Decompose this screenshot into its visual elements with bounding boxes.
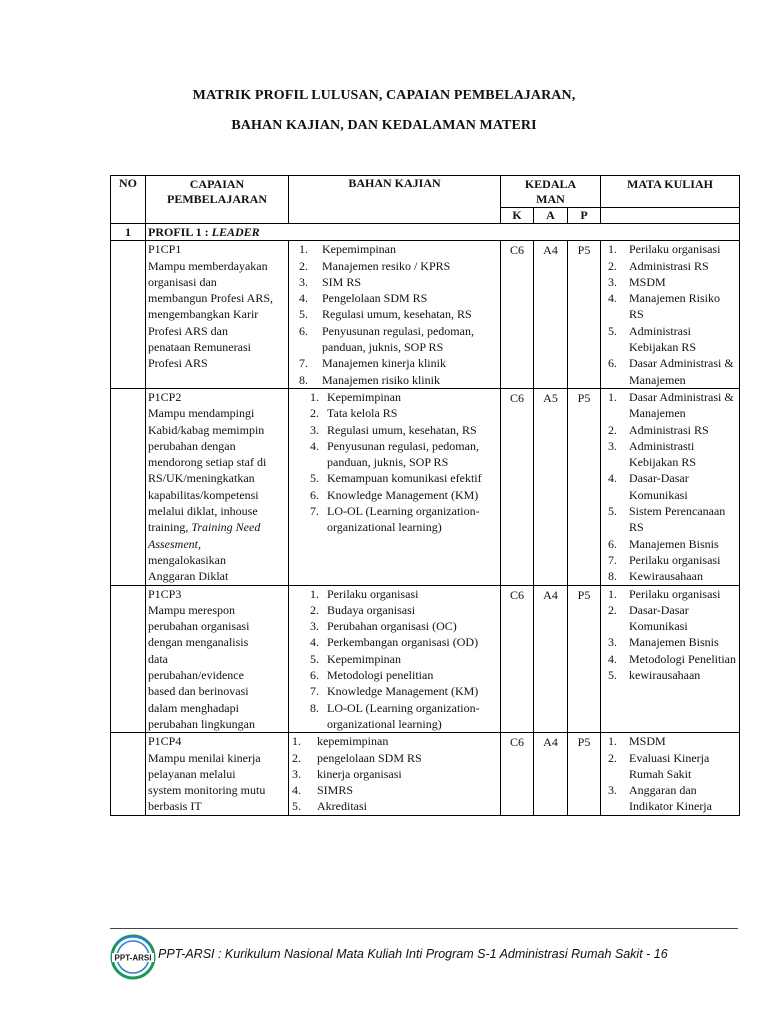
list-item — [291, 290, 498, 306]
list-text: Kepemimpinan — [327, 651, 401, 666]
cp-code: P1CP3 — [148, 586, 182, 601]
list-number: 1. — [292, 734, 301, 749]
list-text: LO-OL (Learning organization-organizational learning) — [327, 700, 480, 731]
list-text: Manajemen Bisnis — [629, 536, 719, 551]
list-number: 3. — [608, 438, 617, 453]
p-level: P5 — [568, 388, 601, 585]
list-item — [603, 568, 737, 584]
list-item — [603, 536, 737, 552]
list-text: Knowledge Management (KM) — [327, 684, 479, 699]
list-item — [603, 782, 737, 815]
table-row — [111, 733, 740, 815]
list-number: 8. — [608, 569, 617, 584]
profile-number: 1 — [111, 224, 146, 241]
mata-kuliah-cell — [601, 733, 740, 815]
list-item — [291, 503, 498, 536]
list-number: 7. — [299, 356, 308, 371]
cp-code: P1CP2 — [148, 389, 182, 404]
logo-text: PPT-ARSI — [114, 953, 152, 963]
list-number: 2. — [608, 750, 617, 765]
list-text: Manajemen risiko klinik — [322, 372, 440, 387]
list-item — [603, 389, 737, 422]
matrix-table — [110, 175, 740, 816]
row-no-cell — [111, 585, 146, 733]
table-row — [111, 241, 740, 389]
list-number: 3. — [310, 619, 319, 634]
list-text: Administrasti Kebijakan RS — [629, 438, 696, 470]
a-level: A4 — [534, 241, 568, 389]
list-text: Regulasi umum, kesehatan, RS — [327, 422, 477, 437]
list-number: 3. — [608, 635, 617, 650]
list-text: kinerja organisasi — [317, 766, 402, 781]
list-number: 7. — [310, 504, 319, 519]
list-item — [291, 651, 498, 667]
list-text: Administrasi RS — [629, 258, 709, 273]
k-level: C6 — [501, 388, 534, 585]
header-k: K — [501, 208, 534, 224]
header-row-1 — [111, 176, 740, 208]
cp-code: P1CP4 — [148, 734, 182, 749]
list-number: 3. — [292, 766, 301, 781]
table-row — [111, 388, 740, 585]
header-mata-kuliah: MATA KULIAH — [601, 176, 740, 208]
list-text: MSDM — [629, 734, 666, 749]
list-number: 2. — [299, 258, 308, 273]
list-number: 5. — [292, 799, 301, 814]
list-item — [291, 634, 498, 650]
list-number: 5. — [299, 307, 308, 322]
list-number: 4. — [608, 291, 617, 306]
list-item — [291, 733, 498, 749]
bahan-kajian-cell — [289, 388, 501, 585]
a-level: A4 — [534, 733, 568, 815]
list-number: 1. — [310, 586, 319, 601]
list-number: 2. — [608, 422, 617, 437]
header-a: A — [534, 208, 568, 224]
bahan-list — [291, 389, 498, 536]
list-number: 4. — [310, 635, 319, 650]
list-item — [291, 470, 498, 486]
list-text: Perubahan organisasi (OC) — [327, 619, 457, 634]
list-text: Perilaku organisasi — [327, 586, 419, 601]
list-item — [603, 602, 737, 635]
list-item — [603, 438, 737, 471]
list-item — [291, 274, 498, 290]
header-empty — [601, 208, 740, 224]
profile-name: LEADER — [211, 225, 260, 239]
list-item — [291, 306, 498, 322]
list-number: 1. — [608, 586, 617, 601]
list-text: Akreditasi — [317, 799, 367, 814]
list-item — [603, 586, 737, 602]
cp-description: Mampu merespon perubahan organisasi dengan menganalisis data perubahan/evidence based dan berinovasi dalam menghadapi perubahan lingkungan — [148, 602, 255, 731]
mata-kuliah-cell — [601, 585, 740, 733]
list-text: SIM RS — [322, 274, 362, 289]
list-number: 1. — [310, 389, 319, 404]
list-number: 5. — [310, 651, 319, 666]
list-item — [603, 733, 737, 749]
list-item — [291, 355, 498, 371]
cp-description: Mampu menilai kinerja pelayanan melalui system monitoring mutu berbasis IT — [148, 750, 266, 814]
list-text: Administrasi RS — [629, 422, 709, 437]
list-text: Kepemimpinan — [322, 242, 396, 257]
list-number: 4. — [299, 291, 308, 306]
list-text: kepemimpinan — [317, 734, 389, 749]
profile-row — [111, 224, 740, 241]
p-level: P5 — [568, 241, 601, 389]
header-bahan-kajian: BAHAN KAJIAN — [289, 176, 501, 224]
list-text: Pengelolaan SDM RS — [322, 291, 428, 306]
list-number: 2. — [608, 602, 617, 617]
list-item — [291, 487, 498, 503]
list-text: Kepemimpinan — [327, 389, 401, 404]
list-text: Tata kelola RS — [327, 406, 398, 421]
row-no-cell — [111, 241, 146, 389]
header-no: NO — [111, 176, 146, 224]
list-number: 8. — [299, 372, 308, 387]
list-number: 3. — [310, 422, 319, 437]
list-item — [291, 241, 498, 257]
list-number: 5. — [608, 323, 617, 338]
cp-description: Mampu memberdayakan organisasi dan membangun Profesi ARS, mengembangkan Karir Profesi ARS dan penataan Remunerasi Profesi ARS — [148, 258, 273, 371]
list-item — [291, 602, 498, 618]
list-text: Perilaku organisasi — [629, 242, 721, 257]
list-text: Manajemen resiko / KPRS — [322, 258, 451, 273]
list-item — [603, 323, 737, 356]
list-item — [603, 634, 737, 650]
list-number: 3. — [608, 274, 617, 289]
list-item — [291, 258, 498, 274]
list-number: 7. — [608, 552, 617, 567]
list-item — [603, 355, 737, 388]
document-title-line2: BAHAN KAJIAN, DAN KEDALAMAN MATERI — [231, 118, 537, 133]
list-item — [291, 798, 498, 814]
list-text: Kemampuan komunikasi efektif — [327, 471, 482, 486]
list-number: 4. — [292, 783, 301, 798]
list-item — [603, 422, 737, 438]
list-number: 7. — [310, 684, 319, 699]
p-level: P5 — [568, 733, 601, 815]
list-text: SIMRS — [317, 783, 354, 798]
cp-code: P1CP1 — [148, 242, 182, 257]
list-text: Budaya organisasi — [327, 602, 416, 617]
list-text: Metodologi Penelitian — [629, 651, 736, 666]
row-no-cell — [111, 388, 146, 585]
list-text: Perilaku organisasi — [629, 586, 721, 601]
list-number: 5. — [310, 471, 319, 486]
cp-desc-italic: Training Need Assesment, — [148, 520, 261, 551]
list-item — [603, 470, 737, 503]
profile-label: PROFIL 1 : — [148, 225, 212, 239]
footer-rule — [110, 928, 738, 929]
list-text: Kewirausahaan — [629, 569, 703, 584]
capaian-cell — [146, 733, 289, 815]
header-p: P — [568, 208, 601, 224]
matkul-list — [603, 389, 737, 585]
list-text: Dasar Administrasi & Manajemen — [629, 356, 734, 387]
list-number: 1. — [608, 734, 617, 749]
list-text: Anggaran dan Indikator Kinerja — [629, 783, 712, 814]
list-number: 8. — [310, 700, 319, 715]
profile-title — [146, 224, 740, 241]
list-item — [291, 700, 498, 733]
ppt-arsi-logo — [108, 932, 158, 982]
list-number: 6. — [608, 356, 617, 371]
list-text: Perkembangan organisasi (OD) — [327, 635, 479, 650]
matkul-list — [603, 733, 737, 814]
list-text: Manajemen Risiko RS — [629, 291, 720, 322]
list-item — [603, 258, 737, 274]
list-number: 4. — [608, 471, 617, 486]
mata-kuliah-cell — [601, 241, 740, 389]
list-number: 6. — [608, 536, 617, 551]
list-item — [291, 667, 498, 683]
row-no-cell — [111, 733, 146, 815]
list-text: Regulasi umum, kesehatan, RS — [322, 307, 472, 322]
table-row — [111, 585, 740, 733]
cp-description — [148, 405, 286, 584]
capaian-cell — [146, 585, 289, 733]
list-number: 5. — [608, 668, 617, 683]
list-item — [291, 389, 498, 405]
list-number: 6. — [310, 487, 319, 502]
bahan-list — [291, 586, 498, 733]
bahan-kajian-cell — [289, 585, 501, 733]
list-text: Penyusunan regulasi, pedoman, panduan, juknis, SOP RS — [322, 323, 474, 355]
list-number: 2. — [608, 258, 617, 273]
list-item — [291, 405, 498, 421]
list-number: 4. — [310, 438, 319, 453]
list-item — [291, 766, 498, 782]
list-number: 1. — [608, 389, 617, 404]
list-number: 1. — [299, 242, 308, 257]
list-text: Evaluasi Kinerja Rumah Sakit — [629, 750, 710, 781]
bahan-list — [291, 733, 498, 814]
capaian-cell — [146, 388, 289, 585]
list-number: 3. — [299, 274, 308, 289]
list-text: Dasar-Dasar Komunikasi — [629, 471, 689, 502]
list-text: Perilaku organisasi — [629, 552, 721, 567]
list-text: Dasar-Dasar Komunikasi — [629, 602, 689, 634]
list-item — [291, 586, 498, 602]
document-title-line1: MATRIK PROFIL LULUSAN, CAPAIAN PEMBELAJARAN, — [192, 88, 576, 103]
list-text: Knowledge Management (KM) — [327, 487, 479, 502]
list-item — [603, 274, 737, 290]
list-item — [291, 438, 498, 471]
list-text: Metodologi penelitian — [327, 668, 434, 683]
footer-text: PPT-ARSI : Kurikulum Nasional Mata Kuliah Inti Program S-1 Administrasi Rumah Sakit - 16 — [158, 947, 668, 961]
bahan-kajian-cell — [289, 241, 501, 389]
list-text: pengelolaan SDM RS — [317, 750, 422, 765]
list-item — [291, 683, 498, 699]
list-item — [291, 422, 498, 438]
header-capaian: CAPAIAN PEMBELAJARAN — [146, 176, 289, 224]
list-text: Manajemen kinerja klinik — [322, 356, 446, 371]
list-number: 4. — [608, 651, 617, 666]
list-item — [291, 782, 498, 798]
list-text: LO-OL (Learning organization-organizational learning) — [327, 504, 480, 535]
list-number: 3. — [608, 783, 617, 798]
k-level: C6 — [501, 585, 534, 733]
list-text: Administrasi Kebijakan RS — [629, 323, 696, 355]
list-item — [603, 651, 737, 667]
list-item — [603, 241, 737, 257]
list-number: 1. — [608, 242, 617, 257]
capaian-cell — [146, 241, 289, 389]
list-item — [291, 323, 498, 356]
header-kedalaman: KEDALA MAN — [501, 176, 601, 208]
list-number: 6. — [299, 323, 308, 338]
list-text: Sistem Perencanaan RS — [629, 504, 726, 535]
list-text: MSDM — [629, 274, 666, 289]
k-level: C6 — [501, 241, 534, 389]
list-item — [603, 552, 737, 568]
list-number: 2. — [310, 602, 319, 617]
list-text: Penyusunan regulasi, pedoman, panduan, juknis, SOP RS — [327, 438, 479, 470]
list-item — [291, 372, 498, 388]
cp-desc-part: Mampu mendampingi Kabid/kabag memimpin perubahan dengan mendorong setiap staf di RS/UK/meningkatkan kapabilitas/kompetensi melalui diklat, inhouse training, — [148, 406, 267, 535]
list-item — [291, 750, 498, 766]
list-item — [603, 290, 737, 323]
mata-kuliah-cell — [601, 388, 740, 585]
list-number: 2. — [292, 750, 301, 765]
list-item — [291, 618, 498, 634]
bahan-list — [291, 241, 498, 388]
list-number: 2. — [310, 406, 319, 421]
k-level: C6 — [501, 733, 534, 815]
a-level: A4 — [534, 585, 568, 733]
list-text: Manajemen Bisnis — [629, 635, 719, 650]
cp-desc-part: mengalokasikan Anggaran Diklat — [148, 552, 229, 584]
matkul-list — [603, 241, 737, 388]
list-item — [603, 750, 737, 783]
list-item — [603, 667, 737, 683]
list-text: Dasar Administrasi & Manajemen — [629, 389, 734, 421]
p-level: P5 — [568, 585, 601, 733]
bahan-kajian-cell — [289, 733, 501, 815]
list-item — [603, 503, 737, 536]
list-number: 5. — [608, 504, 617, 519]
list-number: 6. — [310, 668, 319, 683]
a-level: A5 — [534, 388, 568, 585]
list-text: kewirausahaan — [629, 668, 701, 683]
matkul-list — [603, 586, 737, 684]
